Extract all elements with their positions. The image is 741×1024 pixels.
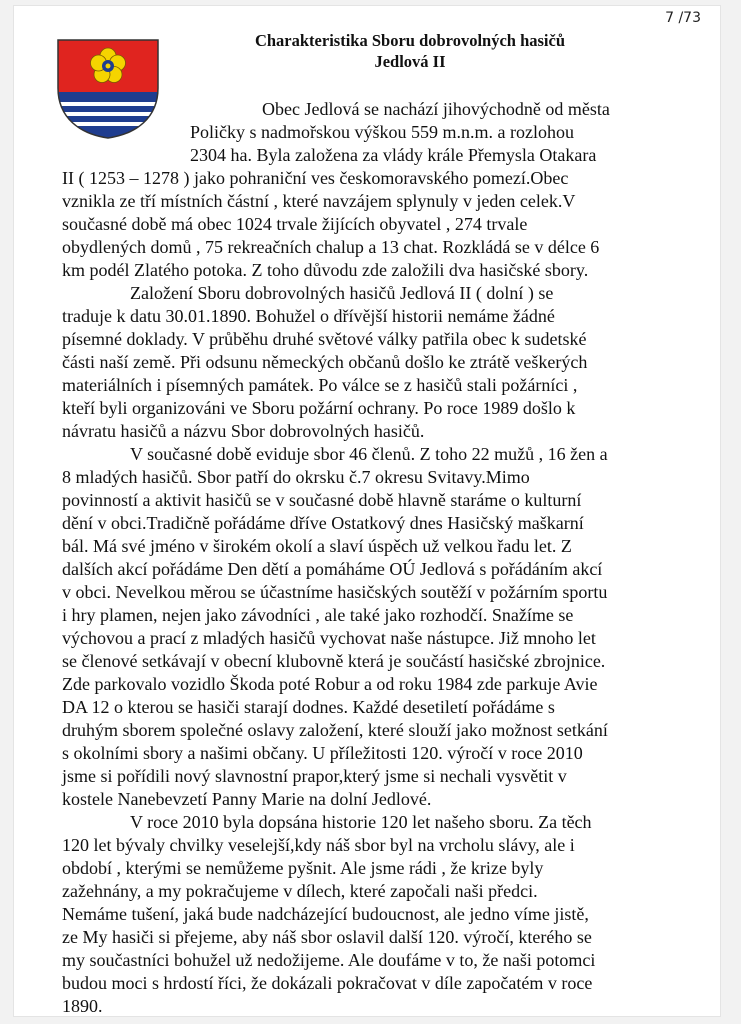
text-line: písemné doklady. V průběhu druhé světové války patřila obec k sudetské [62, 329, 587, 349]
text-line: obydlených domů , 75 rekreačních chalup a 13 chat. Rozkládá se v délce 6 [62, 237, 600, 257]
text-line: i hry plamen, nejen jako závodníci , ale také jako rozhodčí. Snažíme se [62, 605, 574, 625]
text-line: V současné době eviduje sbor 46 členů. Z toho 22 mužů , 16 žen a [130, 444, 608, 464]
document-subtitle: Jedlová II [374, 52, 446, 71]
text-line: II ( 1253 – 1278 ) jako pohraniční ves českomoravského pomezí.Obec [62, 168, 569, 188]
text-line: období , kterými se nemůžeme pyšnit. Ale jsme rádi , že krize byly [62, 858, 544, 878]
text-line: budou moci s hrdostí říci, že dokázali pokračovat v díle započatém v roce [62, 973, 593, 993]
text-line: ze My hasiči si přejeme, aby náš sbor oslavil další 120. výročí, kterého se [62, 927, 592, 947]
text-line: části naší země. Při odsunu německých občanů došlo ke ztrátě veškerých [62, 352, 588, 372]
text-line: se členové setkávají v obecní klubovně která je součástí hasičské zbrojnice. [62, 651, 606, 671]
text-line: km podél Zlatého potoka. Z toho důvodu zde založili dva hasičské sbory. [62, 260, 589, 280]
text-line: kteří byli organizováni ve Sboru požární ochrany. Po roce 1989 došlo k [62, 398, 576, 418]
text-line: my součastníci bohužel už nedožijeme. Ale doufáme v to, že naši potomci [62, 950, 596, 970]
text-line: traduje k datu 30.01.1890. Bohužel o dřívější historii nemáme žádné [62, 306, 555, 326]
text-line: současné době má obec 1024 trvale žijících obyvatel , 274 trvale [62, 214, 528, 234]
text-line: druhým sborem společné oslavy založení, které slouží jako možnost setkání [62, 720, 608, 740]
text-line: Obec Jedlová se nachází jihovýchodně od města [262, 99, 610, 119]
text-line: Zde parkovalo vozidlo Škoda poté Robur a od roku 1984 zde parkuje Avie [62, 674, 598, 694]
text-line: dění v obci.Tradičně pořádáme dříve Ostatkový dnes Hasičský maškarní [62, 513, 584, 533]
page-number: 7 /73 [665, 10, 701, 26]
text-line: Nemáme tušení, jaká bude nadcházející budoucnost, ale jedno víme jistě, [62, 904, 589, 924]
text-line: zažehnány, a my pokračujeme v dílech, které započali naši předci. [62, 881, 538, 901]
text-line: 8 mladých hasičů. Sbor patří do okrsku č.7 okresu Svitavy.Mimo [62, 467, 530, 487]
text-line: jsme si pořídili nový slavnostní prapor,který jsme si nechali vysvětit v [62, 766, 567, 786]
text-line: DA 12 o kterou se hasiči starají dodnes. Každé desetiletí pořádáme s [62, 697, 555, 717]
document-title: Charakteristika Sboru dobrovolných hasičů [254, 31, 566, 50]
municipal-coat-of-arms-icon [50, 36, 166, 140]
text-line: 1890. [62, 996, 103, 1016]
text-line: V roce 2010 byla dopsána historie 120 let našeho sboru. Za těch [130, 812, 592, 832]
text-line: Poličky s nadmořskou výškou 559 m.n.m. a rozlohou [190, 122, 574, 142]
text-line: v obci. Nevelkou měrou se účastníme hasičských soutěží v požárním sportu [62, 582, 608, 602]
text-line: s okolními sbory a našimi občany. U příležitosti 120. výročí v roce 2010 [62, 743, 583, 763]
text-line: dalších akcí pořádáme Den dětí a pomáháme OÚ Jedlová s pořádáním akcí [62, 559, 603, 579]
text-line: kostele Nanebevzetí Panny Marie na dolní Jedlové. [62, 789, 432, 809]
text-line: vznikla ze tří místních částní , které navzájem splynuly v jeden celek.V [62, 191, 576, 211]
text-line: bál. Má své jméno v širokém okolí a slaví úspěch už velkou řadu let. Z [62, 536, 572, 556]
text-line: povinností a aktivit hasičů se v současné době hlavně staráme o kulturní [62, 490, 582, 510]
text-line: 2304 ha. Byla založena za vlády krále Přemysla Otakara [190, 145, 597, 165]
text-line: návratu hasičů a názvu Sbor dobrovolných hasičů. [62, 421, 425, 441]
text-line: Založení Sboru dobrovolných hasičů Jedlová II ( dolní ) se [130, 283, 554, 303]
text-line: materiálních i písemných památek. Po válce se z hasičů stali požárníci , [62, 375, 578, 395]
text-line: 120 let bývaly chvilky veselejší,kdy náš sbor byl na vrcholu slávy, ale i [62, 835, 575, 855]
text-line: výchovou a prací z mladých hasičů vychovat naše nástupce. Již mnoho let [62, 628, 596, 648]
